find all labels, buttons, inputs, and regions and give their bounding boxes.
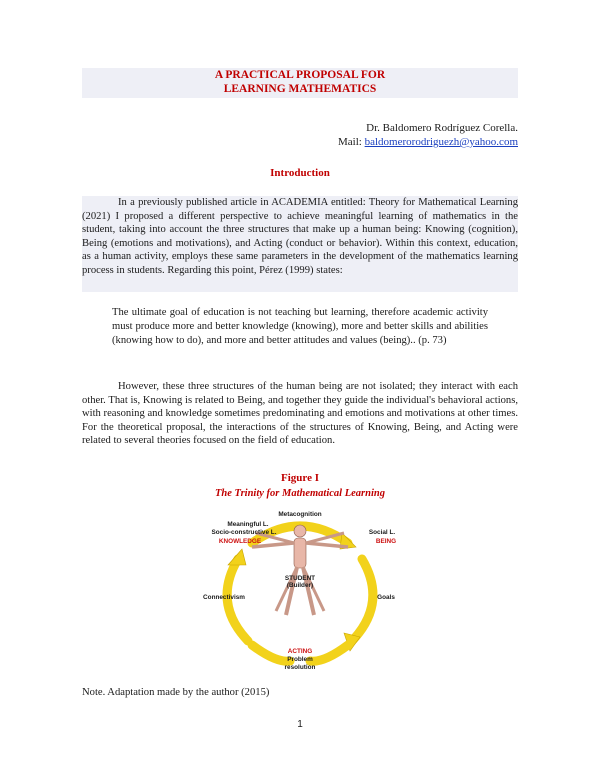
mail-label: Mail: [338, 136, 362, 148]
author-block [338, 121, 518, 149]
arrow-bottom-left [252, 645, 290, 661]
block-quote: The ultimate goal of education is not teaching but learning, therefore academic activity must produce more and better knowledge (knowing), more and better skills and abilities (knowing how to do), and more and better attitudes and values (being).. (p. 73) [112, 307, 488, 346]
paragraph-1: In a previously published article in ACADEMIA entitled: Theory for Mathematical Learning (2021) I proposed a different perspective to achieve meaningful learning of mathematics in the student, taking into account the three structures that make up a human being: Knowing (cognition), Being (emotions and motivations), and Acting (conduct or behavior). Within this context, education, as a human activity, employs these same parameters in the development of the mathematics learning process in students. Regarding this point, Pérez (1999) states: [82, 196, 518, 292]
arrowhead-left [228, 549, 246, 565]
label-resolution: resolution [284, 664, 316, 671]
label-social: Social L. [368, 529, 396, 536]
paragraph-2: However, these three structures of the human being are not isolated; they interact with each other. That is, Knowing is related to Being, and together they guide the individual's behavioral actions, with reasoning and knowledge sometimes predominating and emotions and motivations at other times. For the theoretical proposal, the interactions of the structures of Knowing, Being, and Acting were related to several theories focused on the field of education. [82, 381, 518, 447]
label-being: BEING [375, 538, 397, 545]
page-number: 1 [297, 719, 303, 730]
arrow-right-arc [352, 559, 373, 641]
figure-caption: The Trinity for Mathematical Learning [215, 488, 385, 499]
author-name: Dr. Baldomero Rodríguez Corella. [366, 122, 518, 134]
label-acting: ACTING [287, 648, 313, 655]
label-builder: (Builder) [286, 582, 314, 589]
label-goals: Goals [377, 594, 395, 601]
label-connectivism: Connectivism [203, 594, 245, 601]
title-line-1: A PRACTICAL PROPOSAL FOR [214, 69, 386, 81]
label-problem: Problem [287, 656, 313, 663]
email-link[interactable]: baldomerorodriguezh@yahoo.com [364, 136, 518, 148]
label-student: STUDENT [284, 575, 316, 582]
trinity-diagram [190, 503, 410, 675]
title-line-2: LEARNING MATHEMATICS [223, 83, 377, 95]
label-knowledge: KNOWLEDGE [218, 538, 262, 545]
label-socio-constructive: Socio-constructive L. [211, 529, 277, 536]
label-meaningful: Meaningful L. [227, 521, 269, 528]
figure-label: Figure I [281, 472, 319, 484]
author-mail [338, 135, 518, 149]
arrow-bottom-right [310, 645, 348, 661]
document-title [82, 68, 518, 98]
label-metacognition: Metacognition [278, 511, 322, 518]
section-heading: Introduction [270, 167, 330, 179]
figure-note: Note. Adaptation made by the author (2015) [82, 687, 270, 698]
